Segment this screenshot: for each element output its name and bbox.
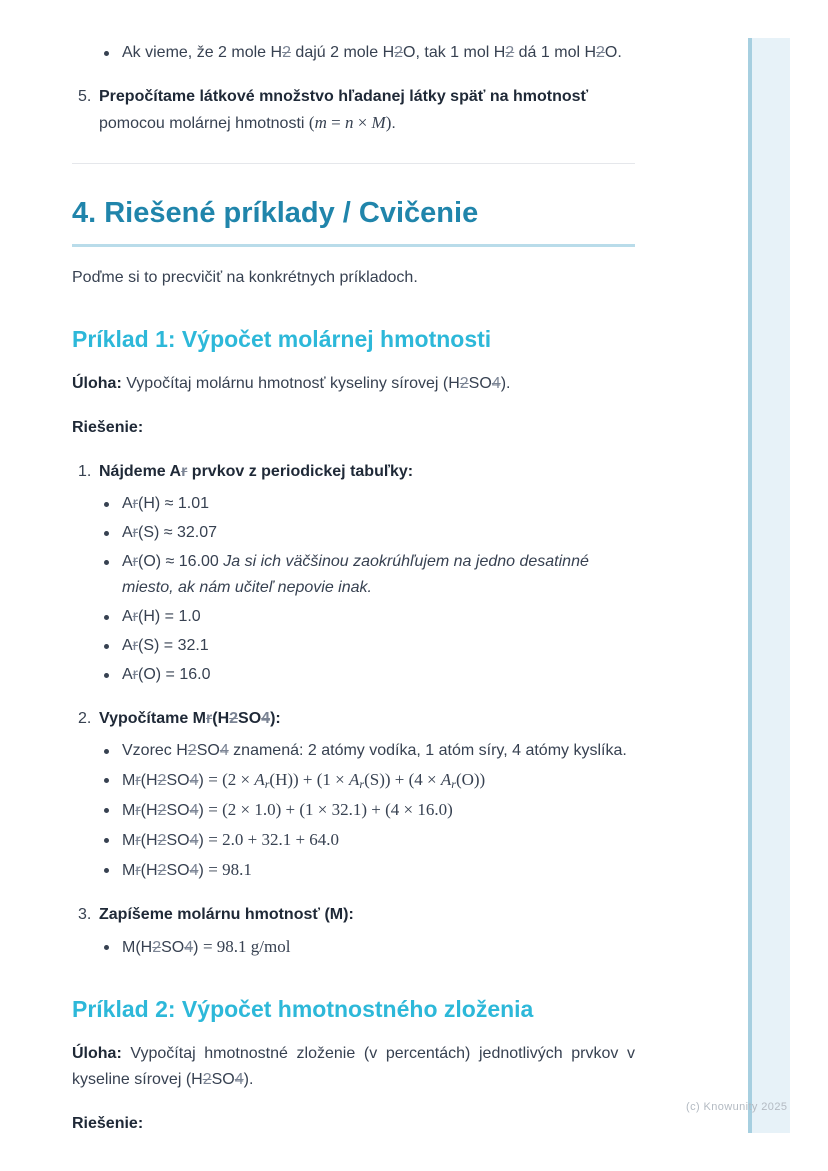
text-run: Ja si ich väčšinou zaokrúhľujem na jedno desatinné miesto, ak nám učiteľ nepovie inak. [122, 553, 589, 596]
numbered-item-text [99, 706, 635, 732]
bullet-item [72, 491, 635, 517]
text-run: 2 [229, 710, 239, 727]
text-run: r [132, 666, 138, 683]
text-run: (H [140, 832, 158, 849]
text-run: Úloha: [72, 1045, 122, 1062]
text-run: (S)) + (4 × [364, 770, 441, 789]
paragraph [72, 265, 635, 291]
divider [72, 163, 635, 164]
text-run: (S) ≈ 32.07 [138, 524, 218, 541]
bullet-item [72, 662, 635, 688]
text-run: (H [140, 772, 158, 789]
numbered-item-marker: 2. [78, 710, 92, 727]
text-run: ) [198, 862, 209, 879]
text-run: 2 [187, 742, 197, 759]
numbered-item [72, 902, 635, 928]
text-run: ) [193, 939, 203, 956]
text-run: r [264, 777, 270, 791]
text-run: SO [468, 375, 492, 392]
bullet-item [72, 633, 635, 659]
text-run: Poďme si to precvičiť na konkrétnych príkladoch. [72, 269, 418, 286]
text-run: A [349, 770, 360, 789]
text-run: SO [211, 1071, 235, 1088]
text-run: r [135, 862, 141, 879]
text-run: (H) ≈ 1.01 [138, 495, 210, 512]
page-edge-bar [748, 38, 790, 1133]
text-run: 2 [152, 939, 162, 956]
bullet-item [72, 797, 635, 824]
text-run: A [254, 770, 265, 789]
numbered-item [72, 459, 635, 485]
text-run: SO [166, 862, 190, 879]
text-run: 2 [596, 44, 605, 61]
paragraph [72, 1041, 635, 1093]
text-run: Ak vieme, že 2 mole H [122, 44, 283, 61]
text-run: 2 [157, 802, 167, 819]
text-run: A [122, 637, 133, 654]
bullet-item [72, 767, 635, 794]
bullet-item [72, 520, 635, 546]
text-run: Vypočítaj molárnu hmotnosť kyseliny sírovej (H [121, 375, 460, 392]
text-run: r [135, 772, 141, 789]
text-run: (O)) [455, 770, 486, 789]
text-run: A [122, 608, 133, 625]
text-run: (O) = 16.0 [138, 666, 211, 683]
document-body [72, 34, 635, 1155]
text-run: . [391, 115, 396, 132]
text-run: M [122, 862, 136, 879]
text-run: ). [500, 375, 511, 392]
bullet-item [72, 738, 635, 764]
text-run: SO [196, 742, 220, 759]
text-run: n [344, 113, 354, 132]
text-run: prvkov z periodickej tabuľky: [187, 463, 414, 480]
text-run: r [181, 463, 188, 480]
text-run: 4 [189, 862, 199, 879]
text-run: 2 [459, 375, 469, 392]
text-run: 4 [261, 710, 271, 727]
text-run: r [132, 608, 138, 625]
text-run: m [314, 113, 327, 132]
text-run: M [122, 802, 136, 819]
bullet-item [72, 857, 635, 884]
text-run: Prepočítame látkové množstvo hľadanej látky späť na hmotnosť [99, 88, 589, 105]
text-run: Vypočítame M [99, 710, 206, 727]
text-run: SO [166, 802, 190, 819]
text-run: O, tak 1 mol H [403, 44, 506, 61]
section-heading: 4. Riešené príklady / Cvičenie [72, 196, 635, 247]
text-run: r [135, 832, 141, 849]
text-run: SO [161, 939, 185, 956]
text-run: SO [238, 710, 262, 727]
subsection-heading: Príklad 1: Výpočet molárnej hmotnosti [72, 326, 492, 352]
bullet-item [72, 934, 635, 961]
text-run: ) [198, 832, 209, 849]
text-run: 2 [157, 862, 167, 879]
text-run: 4 [189, 832, 199, 849]
text-run: pomocou molárnej hmotnosti [99, 115, 309, 132]
text-run: (H) = 1.0 [138, 608, 201, 625]
copyright-watermark: (c) Knowunity 2025 [686, 1101, 788, 1113]
text-run: A [440, 770, 452, 789]
text-run: M [122, 772, 136, 789]
paragraph [72, 371, 635, 397]
text-run: = (2 × [208, 770, 255, 789]
numbered-item-marker: 1. [78, 463, 92, 480]
text-run: = 98.1 g/mol [202, 937, 291, 956]
text-run: r [135, 802, 141, 819]
numbered-item-text [99, 84, 635, 137]
text-run: 4 [491, 375, 501, 392]
numbered-item-marker: 5. [78, 88, 92, 105]
text-run: 4 [189, 802, 199, 819]
text-run: O. [604, 44, 622, 61]
text-run: Úloha: [72, 375, 122, 392]
text-run: = 2.0 + 32.1 + 64.0 [208, 830, 340, 849]
text-run: A [122, 524, 133, 541]
paragraph [72, 415, 635, 441]
text-run: (H [212, 710, 230, 727]
text-run: 2 [157, 772, 167, 789]
text-run: Zapíšeme molárnu hmotnosť (M): [99, 906, 354, 923]
text-run: ) [198, 772, 209, 789]
text-run: dá 1 mol H [514, 44, 597, 61]
bullet-item [72, 549, 635, 601]
text-run: ) [385, 113, 392, 132]
text-run: r [451, 777, 456, 791]
text-run: 2 [202, 1071, 212, 1088]
text-run: = (2 × 1.0) + (1 × 32.1) + (4 × 16.0) [208, 800, 453, 819]
text-run: = 98.1 [208, 860, 252, 879]
text-run: 4 [234, 1071, 244, 1088]
text-run: ): [270, 710, 281, 727]
text-run: (H)) + (1 × [269, 770, 350, 789]
text-run: Riešenie: [72, 419, 144, 436]
text-run: Vzorec H [122, 742, 188, 759]
text-run: r [132, 524, 138, 541]
text-run: ). [243, 1071, 254, 1088]
text-run: r [206, 710, 213, 727]
text-run: Riešenie: [72, 1115, 144, 1132]
text-run: 2 [282, 44, 291, 61]
text-run: (H [140, 802, 158, 819]
paragraph [72, 1111, 635, 1137]
text-run: r [132, 553, 138, 570]
text-run: 4 [219, 742, 229, 759]
text-run: 2 [394, 44, 404, 61]
text-run: A [122, 495, 133, 512]
text-run: Vypočítaj hmotnostné zloženie (v percentách) jednotlivých prvkov v kyseline sírovej (H [72, 1045, 635, 1088]
text-run: = [326, 113, 345, 132]
text-run: Nájdeme A [99, 463, 182, 480]
text-run: M [122, 832, 136, 849]
text-run: 4 [184, 939, 194, 956]
text-run: SO [166, 772, 190, 789]
text-run: dajú 2 mole H [290, 44, 395, 61]
subsection-heading: Príklad 2: Výpočet hmotnostného zloženia [72, 996, 534, 1022]
text-run: SO [166, 832, 190, 849]
numbered-item-marker: 3. [78, 906, 92, 923]
text-run: (O) ≈ 16.00 [138, 553, 224, 570]
text-run: 2 [157, 832, 167, 849]
numbered-item [72, 84, 635, 137]
numbered-item-text [99, 902, 635, 928]
text-run: ) [198, 802, 209, 819]
text-run: M(H [122, 939, 153, 956]
text-run: × [353, 113, 372, 132]
text-run: 4 [189, 772, 199, 789]
text-run: r [132, 495, 138, 512]
text-run: (S) = 32.1 [138, 637, 209, 654]
bullet-item [72, 40, 635, 66]
text-run: ( [308, 113, 315, 132]
text-run: r [359, 777, 365, 791]
numbered-item-text [99, 459, 635, 485]
text-run: znamená: 2 atómy vodíka, 1 atóm síry, 4 atómy kyslíka. [228, 742, 627, 759]
bullet-item [72, 604, 635, 630]
text-run: r [132, 637, 138, 654]
text-run: A [122, 553, 133, 570]
text-run: M [371, 113, 386, 132]
numbered-item [72, 706, 635, 732]
bullet-item [72, 827, 635, 854]
text-run: (H [140, 862, 158, 879]
text-run: A [122, 666, 133, 683]
text-run: 2 [505, 44, 515, 61]
